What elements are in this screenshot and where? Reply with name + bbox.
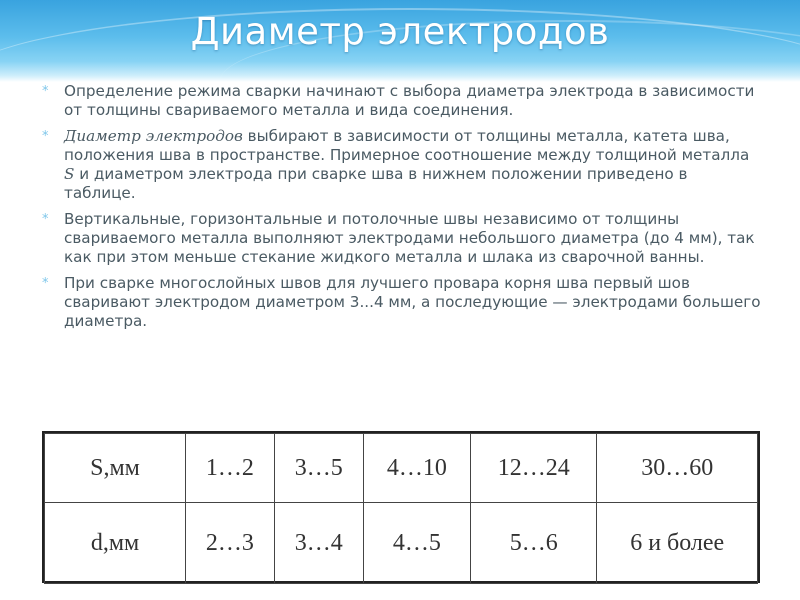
bullet-text: и диаметром электрода при сварке шва в нижнем положении приведено в таблице. <box>64 165 688 202</box>
bullet-emphasis: S <box>64 165 75 183</box>
table-row-diameter <box>45 503 758 584</box>
bullet-item <box>42 274 762 331</box>
slide-title: Диаметр электродов <box>190 10 610 53</box>
bullet-marker-icon: * <box>42 84 49 99</box>
table-cell: 1…2 <box>186 434 275 503</box>
row-header-thickness: S,мм <box>45 434 186 503</box>
table-cell: 2…3 <box>186 503 275 584</box>
table-cell: 4…5 <box>363 503 471 584</box>
table-cell: 6 и более <box>597 503 758 584</box>
bullet-text: выбирают в зависимости от толщины металла, катета шва, положения шва в пространстве. Примерное соотношение между толщиной металла <box>64 127 750 164</box>
bullet-item <box>42 210 762 267</box>
bullet-item <box>42 127 762 203</box>
diameter-table <box>42 431 760 583</box>
bullet-marker-icon: * <box>42 276 49 291</box>
bullet-text: При сварке многослойных швов для лучшего провара корня шва первый шов сваривают электродом диаметром 3...4 мм, а последующие — электродами большего диаметра. <box>64 274 761 330</box>
bullet-text: Вертикальные, горизонтальные и потолочные швы независимо от толщины свариваемого металла выполняют электродами небольшого диаметра (до 4 мм), так как при этом меньше стекание жидкого металла и шлака из сварочной ванны. <box>64 210 755 266</box>
table-cell: 12…24 <box>471 434 597 503</box>
bullet-marker-icon: * <box>42 129 49 144</box>
table-cell: 5…6 <box>471 503 597 584</box>
table-row-thickness <box>45 434 758 503</box>
bullet-item <box>42 82 762 120</box>
table-cell: 4…10 <box>363 434 471 503</box>
bullet-emphasis: Диаметр электродов <box>64 127 243 145</box>
table-cell: 3…4 <box>274 503 363 584</box>
bullet-list <box>42 82 762 338</box>
table-cell: 3…5 <box>274 434 363 503</box>
bullet-marker-icon: * <box>42 212 49 227</box>
row-header-diameter: d,мм <box>45 503 186 584</box>
bullet-text: Определение режима сварки начинают с выбора диаметра электрода в зависимости от толщины свариваемого металла и вида соединения. <box>64 82 755 119</box>
table-cell: 30…60 <box>597 434 758 503</box>
